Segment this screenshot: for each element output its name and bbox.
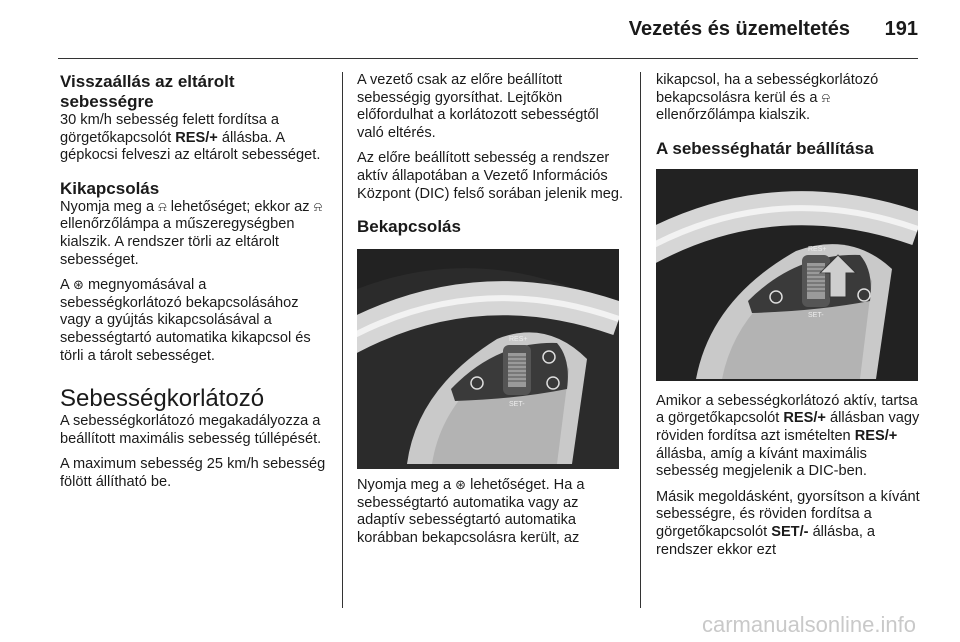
heading-resume: Visszaállás az eltárolt sebességre: [60, 72, 235, 111]
cruise-control-icon: ⍾: [313, 199, 323, 215]
speed-limiter-icon: ⊛: [455, 478, 467, 494]
paragraph-resume: 30 km/h sebesség felett fordítsa a görgetőkapcsolót RES/+ állásba. A gépkocsi felveszi az eltárolt sebességet.: [60, 112, 321, 164]
header-title: Vezetés és üzemeltetés: [628, 18, 850, 40]
paragraph-col2-1: A vezető csak az előre beállított sebességig gyorsíthat. Lejtőkön előfordulhat a korlátozott sebességtől való eltérés.: [357, 72, 599, 141]
cruise-control-icon: ⍾: [821, 90, 831, 106]
paragraph-off-1: Nyomja meg a ⍾ lehetőséget; ekkor az ⍾ ellenőrzőlámpa a műszeregységben kialszik. A rendszer törli az eltárolt sebességet.: [60, 198, 323, 268]
res-label: RES+: [509, 336, 528, 344]
paragraph-col2-3: Nyomja meg a ⊛ lehetőséget. Ha a sebességtartó automatika vagy az adaptív sebességtartó automatika korábban bekapcsolásra került, az: [357, 477, 585, 546]
paragraph-limiter-1: A sebességkorlátozó megakadályozza a beállított maximális sebesség túllépését.: [60, 413, 322, 447]
watermark: carmanualsonline.info: [701, 612, 916, 637]
set-label: SET-: [808, 311, 824, 319]
set-label: SET-: [509, 401, 525, 409]
column-3: [656, 72, 922, 559]
page-header: [0, 0, 960, 60]
speed-limiter-icon: ⊛: [72, 278, 84, 294]
column-1: [60, 72, 332, 492]
column-2: [357, 72, 627, 548]
cruise-control-icon: ⍾: [158, 199, 167, 215]
res-label: RES+: [808, 245, 827, 253]
paragraph-col3-3: Másik megoldásként, gyorsítson a kívánt sebességre, és röviden fordítsa a görgetőkapcsolót SET/- állásba, a rendszer ekkor ezt: [656, 488, 920, 558]
paragraph-limiter-2: A maximum sebesség 25 km/h sebesség fölött állítható be.: [60, 456, 326, 490]
paragraph-col3-2: Amikor a sebességkorlátozó aktív, tartsa a görgetőkapcsolót RES/+ állásban vagy röviden fordítsa azt ismételten RES/+ állásba, amíg a kívánt maximális sebesség megjelenik a DIC-ben.: [656, 392, 920, 480]
steering-wheel-controls-figure: [357, 249, 619, 469]
paragraph-off-2: A ⊛ megnyomásával a sebességkorlátozó bekapcsolásához vagy a gyújtás kikapcsolásával a sebességtartó automatika kikapcsol és törli a tárolt sebességet.: [60, 277, 311, 364]
column-divider-2: [640, 72, 641, 608]
header-divider: [58, 58, 918, 59]
page-number: 191: [884, 18, 918, 40]
heading-on: Bekapcsolás: [357, 217, 461, 237]
paragraph-col3-1: kikapcsol, ha a sebességkorlátozó bekapcsolásra kerül és a ⍾ ellenőrzőlámpa kialszik.: [656, 72, 879, 124]
heading-set-limit: A sebességhatár beállítása: [656, 138, 874, 158]
heading-off: Kikapcsolás: [60, 178, 160, 198]
column-divider-1: [342, 72, 343, 608]
heading-limiter: Sebességkorlátozó: [60, 385, 265, 413]
paragraph-col2-2: Az előre beállított sebesség a rendszer aktív állapotában a Vezető Információs Központ (DIC) felső sorában jelenik meg.: [357, 150, 624, 202]
steering-wheel-scroll-figure: [656, 169, 918, 381]
